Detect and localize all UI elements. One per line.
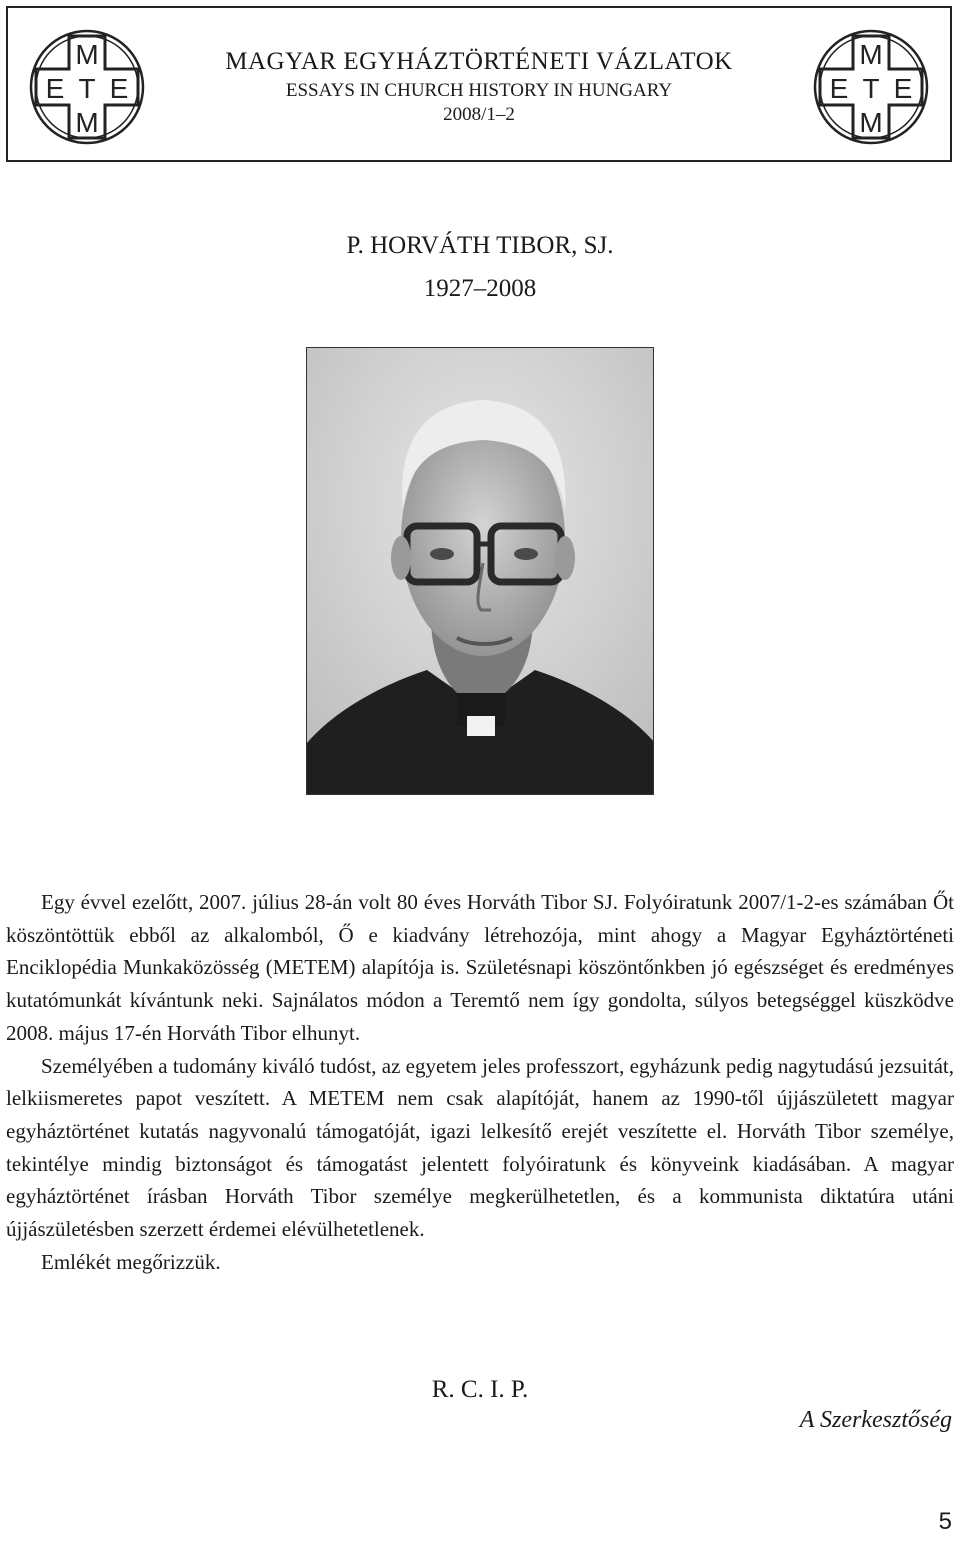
logo-letter-bottom: M [75,107,99,138]
journal-header-text [188,46,770,128]
body-paragraph-2: Személyében a tudomány kiváló tudóst, az egyetem jeles professzort, egyházunk pedig nagytudású jezsuitát, lelkiismeretes papot veszített. A METEM nem csak alapítóját, hanem az 1990-től újjászületett magyar egyháztörténet kutatás nagyvonalú támogatóját, igazi lelkesítő erejét veszítette el. Horváth Tibor személye, tekintélye mindig biztonságot és támogatást jelentett folyóiratunk és könyveink kiadásában. A magyar egyháztörténet írásban Horváth Tibor személye megkerülhetetlen, és a kommunista diktatúra utáni újjászületésben szerzett érdemei elévülhetetlenek. [6,1053,954,1242]
logo-letter-left: E [45,73,65,104]
logo-letter-center: T [78,73,96,104]
page-number: 5 [938,1508,952,1535]
obituary-name: P. HORVÁTH TIBOR, SJ. [346,232,614,259]
rcip-text: R. C. I. P. [431,1376,529,1403]
editorial-signature: A Szerkesztőség [799,1407,952,1433]
body-closing: Emlékét megőrizzük. [41,1249,221,1274]
logo-letter-center: T [862,73,880,104]
journal-subtitle: ESSAYS IN CHURCH HISTORY IN HUNGARY [285,79,673,101]
logo-letter-top: M [859,39,883,70]
obituary-body [6,886,954,1278]
logo-letter-bottom: M [859,107,883,138]
logo-letter-top: M [75,39,99,70]
journal-issue: 2008/1–2 [443,104,515,126]
journal-title: MAGYAR EGYHÁZTÖRTÉNETI VÁZLATOK [225,48,733,75]
obituary-years: 1927–2008 [423,275,537,302]
body-paragraph-1: Egy évvel ezelőtt, 2007. július 28-án volt 80 éves Horváth Tibor SJ. Folyóiratunk 2007/1-2-es számában Őt köszöntöttük ebből az alkalomból, Ő e kiadvány létrehozója, mint ahogy a Magyar Egyháztörténeti Enciklopédia Munkaközösség (METEM) alapítója is. Születésnapi köszöntőnkben jó egészséget és eredményes kutatómunkát kívántunk neki. Sajnálatos módon a Teremtő nem így gondolta, súlyos betegséggel küszködve 2008. május 17-én Horváth Tibor elhunyt. [6,890,954,1045]
logo-letter-right: E [109,73,129,104]
metem-logo-left [28,28,146,146]
logo-letter-left: E [829,73,849,104]
metem-logo-right [812,28,930,146]
logo-letter-right: E [893,73,913,104]
portrait-photo [306,347,654,795]
journal-header [6,6,952,162]
